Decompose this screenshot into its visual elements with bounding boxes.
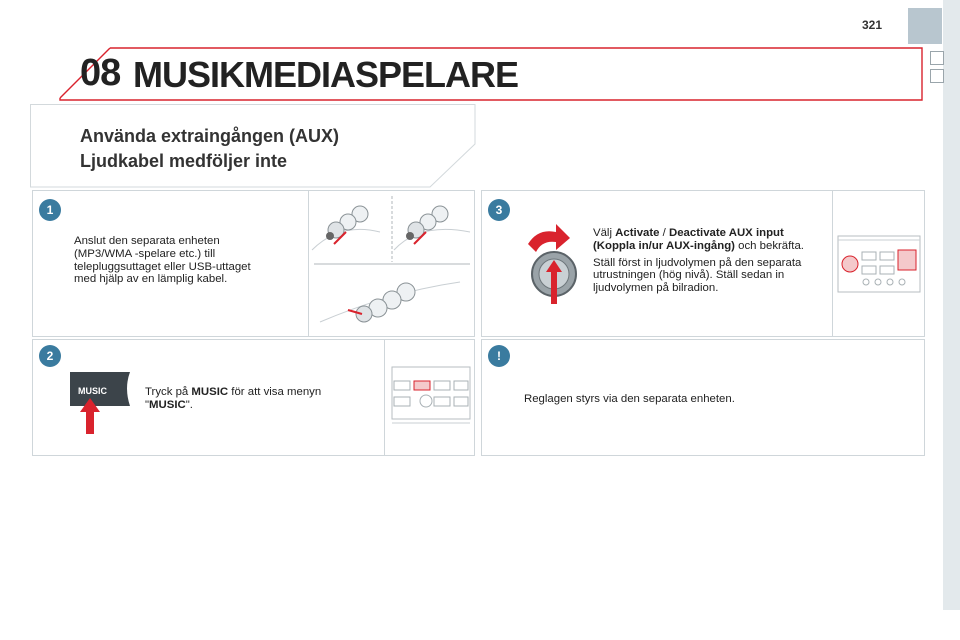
section-title: Använda extraingången (AUX)	[80, 126, 340, 146]
step-3-para-2: Ställ först in ljudvolymen på den separata utrustningen (hög nivå). Ställ sedan in ljudvolymen på bilradion.	[593, 256, 802, 295]
step-2-text-suffix: ".	[185, 398, 193, 411]
step-badge-3: 3	[488, 199, 510, 221]
step-3-text-after: och bekräfta.	[734, 239, 804, 252]
music-menu-name: MUSIC	[149, 398, 186, 411]
radio-faceplate-illustration	[834, 192, 924, 336]
step-badge-1: 1	[39, 199, 61, 221]
option-deactivate-aux: Deactivate AUX input (Koppla in/ur AUX-ingång)	[593, 227, 784, 252]
panel-divider	[832, 191, 833, 336]
step-3-slash: /	[659, 227, 669, 239]
warning-icon: !	[488, 345, 510, 367]
radio-faceplate-illustration	[386, 341, 474, 454]
rotary-knob-illustration	[516, 222, 582, 308]
svg-text:MUSIC: MUSIC	[78, 386, 107, 396]
panel-divider	[308, 191, 309, 336]
step-3-text	[593, 227, 818, 295]
step-2-text	[145, 386, 360, 412]
music-button-label: MUSIC	[191, 386, 229, 398]
page-number: 321	[862, 18, 883, 32]
step-1-text: Anslut den separata enheten (MP3/WMA -spelare etc.) till telepluggsuttaget eller USB-uttaget med hjälp av en lämplig kabel.	[74, 235, 251, 286]
step-badge-2: 2	[39, 345, 61, 367]
section-subtitle: Ljudkabel medföljer inte	[80, 151, 288, 171]
chapter-number: 08	[80, 52, 121, 94]
option-activate: Activate	[615, 227, 660, 239]
cable-plug-illustration	[310, 192, 474, 336]
chapter-title: MUSIKMEDIASPELARE	[133, 54, 519, 95]
note-text: Reglagen styrs via den separata enheten.	[524, 393, 735, 405]
arrow-up-icon	[78, 396, 102, 436]
step-3-para-1	[593, 227, 818, 253]
intro-panel	[30, 104, 480, 190]
step-2-text-mid: för att visa menyn "	[145, 386, 322, 411]
panel-divider	[384, 340, 385, 455]
step-3-text-prefix: Välj	[593, 227, 616, 239]
step-2-text-prefix: Tryck på	[145, 386, 192, 398]
